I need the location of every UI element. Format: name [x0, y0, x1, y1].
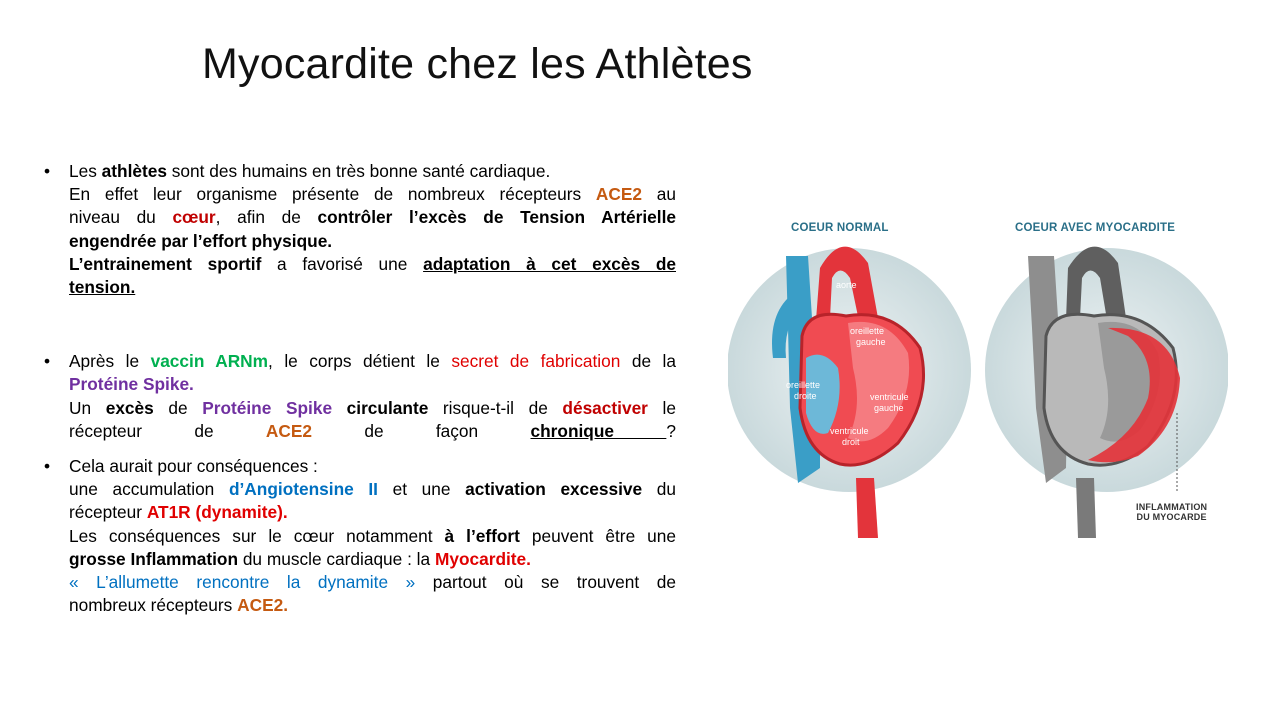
text-segment: adaptation à cet excès de [423, 253, 676, 274]
text-segment: de [153, 397, 203, 418]
text-segment: En effet leur organisme présente de nombreux récepteurs [69, 184, 596, 205]
text-line [69, 253, 676, 276]
bullet-dot: • [44, 456, 51, 477]
text-segment: Un [69, 397, 106, 418]
label-inflammation-line2: DU MYOCARDE [1136, 512, 1207, 522]
heart-illustration [728, 208, 1228, 538]
text-segment: partout où se trouvent de [415, 572, 676, 593]
text-segment: athlètes [101, 161, 167, 181]
text-segment: vaccin ARNm [150, 351, 269, 372]
label-coeur-myocardite: COEUR AVEC MYOCARDITE [1015, 222, 1176, 234]
text-segment: d’Angiotensine II [228, 479, 378, 500]
label-inflammation-line1: INFLAMMATION [1136, 502, 1208, 512]
text-segment: tension. [69, 277, 136, 298]
text-segment: Cela aurait pour conséquences : [69, 456, 318, 477]
text-segment: circulante [346, 397, 429, 418]
text-line [69, 350, 676, 373]
text-line [69, 276, 676, 299]
text-segment: grosse Inflammation [69, 548, 239, 569]
label-aorte: aorte [836, 280, 857, 290]
text-segment: Les conséquences sur le cœur notamment [69, 525, 445, 546]
bullet-dot: • [44, 351, 51, 372]
text-segment: ACE2 [595, 184, 643, 205]
text-segment: , afin de [215, 207, 318, 228]
text-segment: contrôler l’excès de Tension Artérielle [317, 207, 677, 228]
text-segment: ACE2 [265, 420, 312, 441]
bullet-list [44, 160, 676, 617]
label-ventricule-droit-1: ventricule [830, 426, 869, 436]
label-inflammation [1136, 502, 1207, 522]
text-segment: niveau du [69, 207, 173, 228]
text-segment [332, 398, 347, 418]
heart-comparison-image [728, 208, 1228, 538]
text-line [69, 420, 676, 443]
text-segment: une accumulation [69, 479, 229, 500]
text-line [69, 548, 676, 571]
label-ventricule-gauche-1: ventricule [870, 392, 909, 402]
text-segment: de façon [312, 420, 531, 441]
text-segment: , le corps détient le [268, 351, 452, 372]
text-segment: et une [377, 479, 466, 500]
label-ventricule-droit-2: droit [842, 437, 860, 447]
text-segment: du muscle cardiaque : la [238, 548, 435, 569]
text-segment: secret de fabrication [451, 351, 621, 372]
text-segment: de la [620, 351, 676, 372]
text-line [69, 571, 676, 594]
text-segment: excès [105, 397, 154, 418]
text-segment: AT1R (dynamite). [146, 502, 288, 523]
text-segment: Après le [69, 351, 151, 372]
label-oreillette-gauche-1: oreillette [850, 326, 885, 336]
label-oreillette-droite-2: droite [794, 391, 817, 401]
text-segment: le [647, 397, 676, 418]
text-segment: peuvent être une [519, 525, 677, 546]
text-segment: nombreux récepteurs [69, 595, 238, 616]
text-segment: récepteur de [69, 420, 266, 441]
text-segment: cœur [172, 207, 216, 228]
bullet-item-vaccin [44, 350, 676, 443]
text-segment: engendrée par l’effort physique. [69, 230, 333, 251]
text-segment: « L’allumette rencontre la dynamite » [69, 572, 416, 593]
label-oreillette-droite-1: oreillette [786, 380, 821, 390]
text-segment: chronique [530, 420, 667, 441]
label-coeur-normal: COEUR NORMAL [791, 222, 889, 234]
text-line [69, 206, 676, 229]
text-line [69, 525, 676, 548]
text-line [69, 230, 676, 253]
text-segment: ACE2. [237, 595, 289, 616]
label-oreillette-gauche-2: gauche [856, 337, 886, 347]
text-line [69, 478, 676, 501]
label-ventricule-gauche-2: gauche [874, 403, 904, 413]
text-segment: Protéine Spike. [69, 374, 194, 395]
text-line [69, 373, 676, 396]
text-segment: ? [666, 420, 676, 441]
text-segment: Protéine Spike [202, 397, 333, 418]
bullet-dot: • [44, 161, 51, 181]
text-line [69, 594, 676, 617]
text-line [69, 455, 676, 478]
text-segment: Les [69, 161, 102, 181]
text-segment: activation excessive [465, 479, 643, 500]
text-segment: sont des humains en très bonne santé cardiaque. [166, 161, 551, 181]
text-segment: a favorisé une [261, 253, 424, 274]
text-segment: L’entrainement sportif [69, 253, 262, 274]
text-line [69, 501, 676, 524]
text-segment: risque-t-il de [428, 397, 563, 418]
text-segment: Myocardite. [434, 548, 531, 569]
text-segment: désactiver [562, 397, 648, 418]
text-segment: à l’effort [444, 525, 520, 546]
bullet-item-athletes [44, 160, 676, 299]
text-segment: du [642, 479, 676, 500]
text-segment: récepteur [69, 502, 147, 523]
text-line [69, 183, 676, 206]
text-line [69, 160, 676, 183]
text-segment: au [642, 184, 676, 205]
text-line [69, 397, 676, 420]
slide-title: Myocardite chez les Athlètes [202, 40, 753, 88]
bullet-item-consequences [44, 455, 676, 617]
